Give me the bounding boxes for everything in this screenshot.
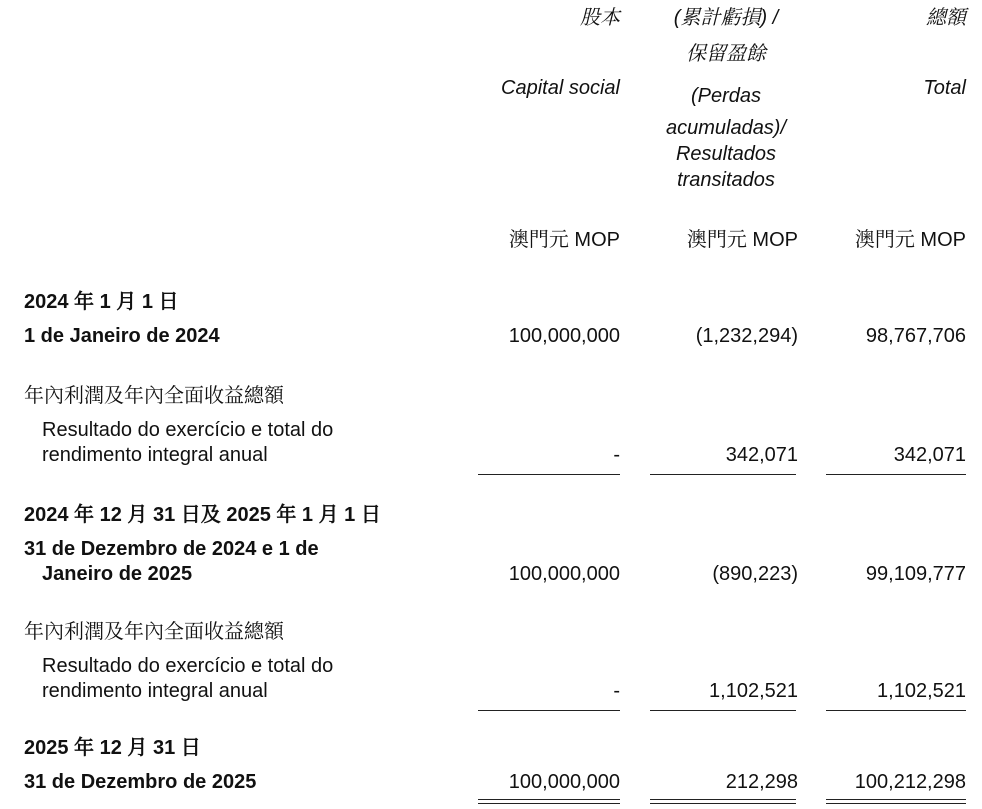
currency-retained: 澳門元 MOP xyxy=(686,229,798,251)
row-bal-2025-end-zh: 2025 年 12 月 31 日 xyxy=(24,737,201,759)
row-income-2025-pt-line1: Resultado do exercício e total do xyxy=(42,655,334,677)
cell-bal-2024-end-total: 99,109,777 xyxy=(865,563,966,585)
cell-income-2024-total: 342,071 xyxy=(893,444,966,466)
row-bal-2024-end-pt-line2: Janeiro de 2025 xyxy=(42,563,193,585)
row-bal-2025-end-pt: 31 de Dezembro de 2025 xyxy=(24,771,257,793)
row-income-2024-pt-line1: Resultado do exercício e total do xyxy=(42,419,334,441)
row-income-2025-pt-line2: rendimento integral anual xyxy=(42,680,268,702)
cell-bal-2024-end-retained: (890,223) xyxy=(712,563,798,585)
row-bal-2024-end-zh: 2024 年 12 月 31 日及 2025 年 1 月 1 日 xyxy=(24,504,381,526)
header-total-zh: 總額 xyxy=(926,7,966,29)
cell-income-2024-retained: 342,071 xyxy=(725,444,798,466)
total-rule-retained xyxy=(650,799,796,804)
header-retained-pt-line4: transitados xyxy=(677,169,775,191)
cell-income-2025-total: 1,102,521 xyxy=(877,680,966,702)
header-retained-zh-line2: 保留盈餘 xyxy=(686,43,766,65)
header-retained-pt-line2: acumuladas)/ xyxy=(665,117,787,139)
cell-bal-2024-start-share-capital: 100,000,000 xyxy=(508,325,620,347)
total-rule-total xyxy=(826,799,966,804)
subtotal-rule-total-2025 xyxy=(826,710,966,711)
header-retained-zh-line1: (累計虧損) / xyxy=(673,7,779,29)
subtotal-rule-retained-2024 xyxy=(650,474,796,475)
row-bal-2024-start-pt: 1 de Janeiro de 2024 xyxy=(24,325,220,347)
subtotal-rule-share-capital-2025 xyxy=(478,710,620,711)
row-income-2025-zh: 年內利潤及年內全面收益總額 xyxy=(24,621,284,643)
total-rule-share-capital xyxy=(478,799,620,804)
cell-income-2025-share-capital: - xyxy=(613,680,620,702)
row-bal-2024-end-pt-line1: 31 de Dezembro de 2024 e 1 de xyxy=(24,538,319,560)
cell-income-2025-retained: 1,102,521 xyxy=(709,680,798,702)
row-income-2024-zh: 年內利潤及年內全面收益總額 xyxy=(24,385,284,407)
currency-total: 澳門元 MOP xyxy=(854,229,966,251)
cell-bal-2025-end-total: 100,212,298 xyxy=(854,771,966,793)
cell-bal-2025-end-retained: 212,298 xyxy=(725,771,798,793)
cell-bal-2025-end-share-capital: 100,000,000 xyxy=(508,771,620,793)
subtotal-rule-total-2024 xyxy=(826,474,966,475)
row-bal-2024-start-zh: 2024 年 1 月 1 日 xyxy=(24,291,179,313)
header-share-capital-pt: Capital social xyxy=(501,77,620,99)
header-retained-pt-line1: (Perdas xyxy=(690,85,762,107)
cell-bal-2024-start-total: 98,767,706 xyxy=(865,325,966,347)
cell-bal-2024-start-retained: (1,232,294) xyxy=(695,325,798,347)
currency-share-capital: 澳門元 MOP xyxy=(508,229,620,251)
header-total-pt: Total xyxy=(923,77,966,99)
row-income-2024-pt-line2: rendimento integral anual xyxy=(42,444,268,466)
header-share-capital-zh: 股本 xyxy=(580,7,620,29)
subtotal-rule-retained-2025 xyxy=(650,710,796,711)
cell-income-2024-share-capital: - xyxy=(613,444,620,466)
header-retained-pt-line3: Resultados xyxy=(675,143,777,165)
subtotal-rule-share-capital-2024 xyxy=(478,474,620,475)
cell-bal-2024-end-share-capital: 100,000,000 xyxy=(508,563,620,585)
